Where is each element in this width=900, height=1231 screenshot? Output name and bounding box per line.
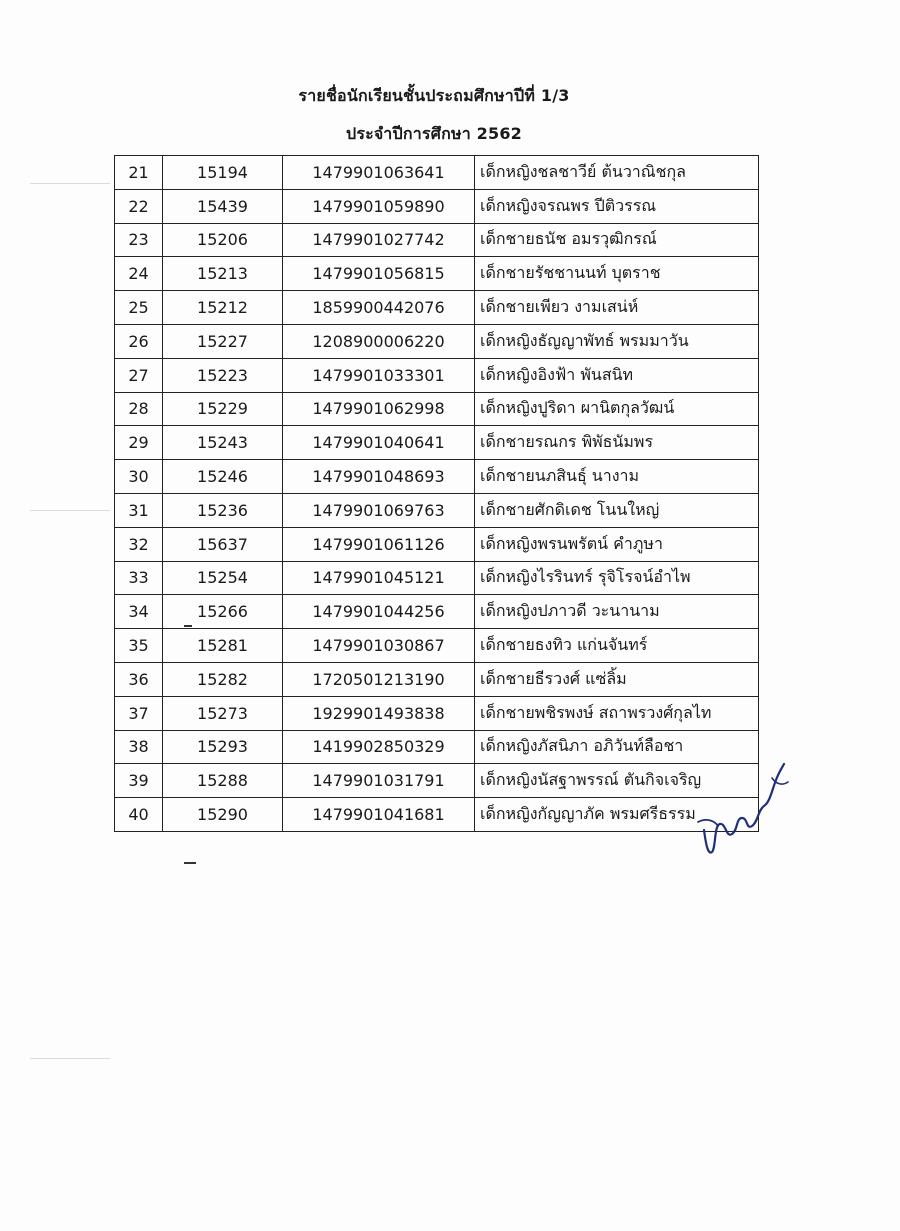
student-id-cell: 15243 [163, 426, 283, 460]
citizen-id-cell: 1479901041681 [283, 798, 475, 832]
row-number-cell: 39 [115, 764, 163, 798]
student-id-cell: 15223 [163, 358, 283, 392]
student-id-cell: 15229 [163, 392, 283, 426]
citizen-id-cell: 1479901056815 [283, 257, 475, 291]
student-id-cell: 15282 [163, 662, 283, 696]
citizen-id-cell: 1479901033301 [283, 358, 475, 392]
student-id-cell: 15227 [163, 324, 283, 358]
table-row [115, 257, 759, 291]
student-name-cell: เด็กชายธนัช อมรวุฒิกรณ์ [475, 223, 759, 257]
row-number-cell: 30 [115, 460, 163, 494]
student-id-cell: 15212 [163, 291, 283, 325]
student-name-cell: เด็กหญิงจรณพร ปีติวรรณ [475, 189, 759, 223]
student-id-cell: 15254 [163, 561, 283, 595]
student-id-cell: 15439 [163, 189, 283, 223]
stray-dash-mark [184, 862, 196, 864]
citizen-id-cell: 1859900442076 [283, 291, 475, 325]
table-row [115, 798, 759, 832]
student-table-body [115, 156, 759, 832]
citizen-id-cell: 1479901059890 [283, 189, 475, 223]
citizen-id-cell: 1419902850329 [283, 730, 475, 764]
citizen-id-cell: 1479901030867 [283, 629, 475, 663]
student-name-cell: เด็กหญิงปูริดา ผานิตกุลวัฒน์ [475, 392, 759, 426]
student-id-cell: 15213 [163, 257, 283, 291]
table-row [115, 189, 759, 223]
row-number-cell: 40 [115, 798, 163, 832]
citizen-id-cell: 1479901040641 [283, 426, 475, 460]
student-id-cell: 15273 [163, 696, 283, 730]
student-id-cell: 15281 [163, 629, 283, 663]
student-id-cell: 15293 [163, 730, 283, 764]
table-row [115, 595, 759, 629]
student-name-cell: เด็กชายศักดิเดช โนนใหญ่ [475, 493, 759, 527]
table-row [115, 460, 759, 494]
citizen-id-cell: 1479901063641 [283, 156, 475, 190]
row-number-cell: 24 [115, 257, 163, 291]
row-number-cell: 34 [115, 595, 163, 629]
row-number-cell: 32 [115, 527, 163, 561]
table-row [115, 291, 759, 325]
signature-mark [684, 760, 794, 860]
table-row [115, 764, 759, 798]
student-name-cell: เด็กชายพชิรพงษ์ สถาพรวงศ์กุลไท [475, 696, 759, 730]
student-id-cell: 15637 [163, 527, 283, 561]
student-id-cell: 15266 [163, 595, 283, 629]
citizen-id-cell: 1479901031791 [283, 764, 475, 798]
row-number-cell: 25 [115, 291, 163, 325]
student-id-cell: 15246 [163, 460, 283, 494]
row-number-cell: 22 [115, 189, 163, 223]
student-name-cell: เด็กหญิงอิงฟ้า พันสนิท [475, 358, 759, 392]
row-number-cell: 28 [115, 392, 163, 426]
table-row [115, 324, 759, 358]
student-id-cell: 15290 [163, 798, 283, 832]
table-row [115, 426, 759, 460]
citizen-id-cell: 1479901061126 [283, 527, 475, 561]
row-number-cell: 33 [115, 561, 163, 595]
student-id-cell: 15288 [163, 764, 283, 798]
student-name-cell: เด็กหญิงธัญญาพัทธ์ พรมมาวัน [475, 324, 759, 358]
student-name-cell: เด็กหญิงชลชาวีย์ ต้นวาณิชกุล [475, 156, 759, 190]
row-number-cell: 35 [115, 629, 163, 663]
document-title: รายชื่อนักเรียนชั้นประถมศึกษาปีที่ 1/3 [298, 86, 570, 105]
citizen-id-cell: 1479901044256 [283, 595, 475, 629]
citizen-id-cell: 1479901027742 [283, 223, 475, 257]
table-row [115, 696, 759, 730]
document-subtitle: ประจำปีการศึกษา 2562 [345, 124, 522, 143]
citizen-id-cell: 1208900006220 [283, 324, 475, 358]
row-number-cell: 31 [115, 493, 163, 527]
scan-artifact-line [30, 183, 110, 184]
row-number-cell: 29 [115, 426, 163, 460]
student-name-cell: เด็กหญิงพรนพรัตน์ คำภูษา [475, 527, 759, 561]
student-name-cell: เด็กหญิงภัสนิภา อภิวันท์ลือชา [475, 730, 759, 764]
table-row [115, 629, 759, 663]
student-name-cell: เด็กชายนภสินธุ์ นางาม [475, 460, 759, 494]
table-row [115, 358, 759, 392]
student-name-cell: เด็กชายธงทิว แก่นจันทร์ [475, 629, 759, 663]
student-name-cell: เด็กหญิงปภาวดี วะนานาม [475, 595, 759, 629]
student-name-cell: เด็กชายเพียว งามเสน่ห์ [475, 291, 759, 325]
table-row [115, 527, 759, 561]
table-row [115, 156, 759, 190]
table-row [115, 561, 759, 595]
student-id-cell: 15206 [163, 223, 283, 257]
citizen-id-cell: 1479901069763 [283, 493, 475, 527]
row-number-cell: 37 [115, 696, 163, 730]
student-id-cell: 15236 [163, 493, 283, 527]
table-row [115, 730, 759, 764]
stray-dash-mark [184, 625, 192, 627]
citizen-id-cell: 1479901062998 [283, 392, 475, 426]
row-number-cell: 26 [115, 324, 163, 358]
row-number-cell: 38 [115, 730, 163, 764]
student-name-cell: เด็กหญิงกัญญาภัค พรมศรีธรรม [475, 798, 759, 832]
table-row [115, 223, 759, 257]
row-number-cell: 36 [115, 662, 163, 696]
table-row [115, 392, 759, 426]
student-name-cell: เด็กหญิงไรรินทร์ รุจิโรจน์อำไพ [475, 561, 759, 595]
citizen-id-cell: 1479901045121 [283, 561, 475, 595]
student-name-cell: เด็กชายธีรวงศ์ แซ่ลิ้ม [475, 662, 759, 696]
table-row [115, 662, 759, 696]
scan-artifact-line [30, 1058, 110, 1059]
citizen-id-cell: 1929901493838 [283, 696, 475, 730]
student-name-cell: เด็กชายรณกร พิพัธนัมพร [475, 426, 759, 460]
student-name-cell: เด็กชายรัชชานนท์ บุตราช [475, 257, 759, 291]
citizen-id-cell: 1720501213190 [283, 662, 475, 696]
student-name-cell: เด็กหญิงนัสฐาพรรณ์ ตันกิจเจริญ [475, 764, 759, 798]
scan-artifact-line [30, 510, 110, 511]
row-number-cell: 23 [115, 223, 163, 257]
row-number-cell: 21 [115, 156, 163, 190]
row-number-cell: 27 [115, 358, 163, 392]
student-id-cell: 15194 [163, 156, 283, 190]
citizen-id-cell: 1479901048693 [283, 460, 475, 494]
student-table [114, 155, 759, 832]
table-row [115, 493, 759, 527]
